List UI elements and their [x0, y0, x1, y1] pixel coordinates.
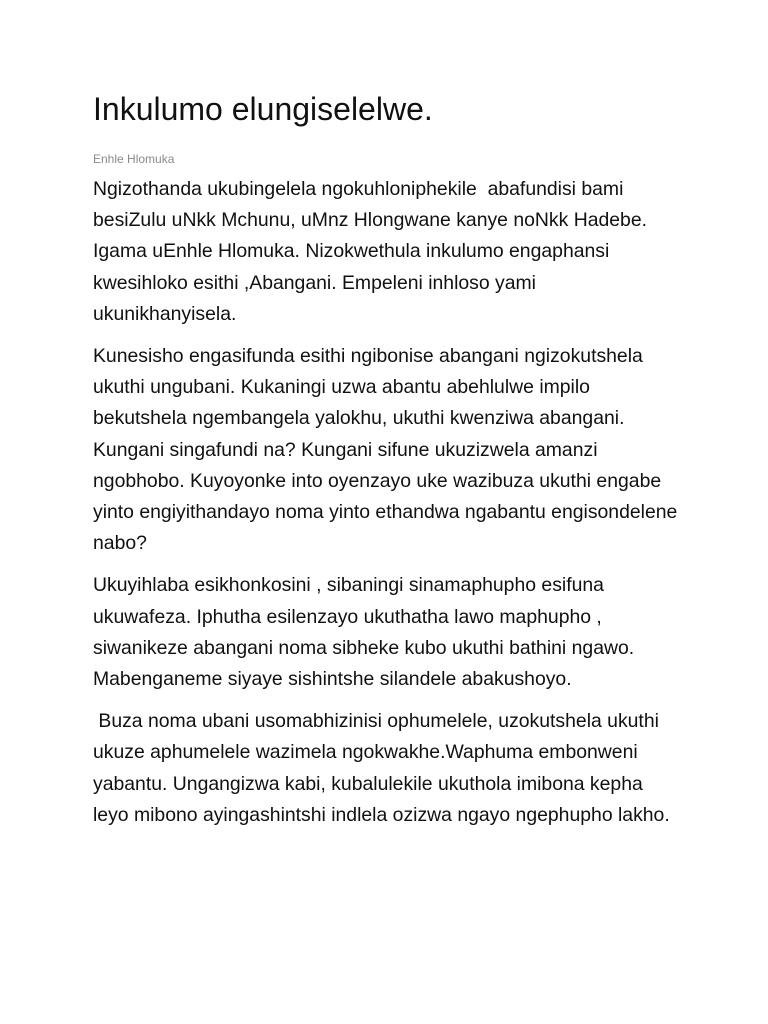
document-page — [93, 88, 683, 842]
paragraph-2: Kunesisho engasifunda esithi ngibonise abangani ngizokutshela ukuthi ungubani. Kukaningi uzwa abantu abehlulwe impilo bekutshela ngembangela yalokhu, ukuthi kwenziwa abangani. Kungani singafundi na? Kungani sifune ukuzizwela amanzi ngobhobo. Kuyoyonke into oyenzayo uke wazibuza ukuthi engabe yinto engiyithandayo noma yinto ethandwa ngabantu engisondelene nabo? — [93, 345, 683, 555]
document-body — [93, 174, 683, 831]
paragraph-3: Ukuyihlaba esikhonkosini , sibaningi sinamaphupho esifuna ukuwafeza. Iphutha esilenzayo ukuthatha lawo maphupho , siwanikeze abangani noma sibheke kubo ukuthi bathini ngawo. Mabenganeme siyaye sishintshe silandele abakushoyo. — [93, 574, 640, 691]
document-author: Enhle Hlomuka — [93, 152, 175, 166]
document-title: Inkulumo elungiselelwe. — [93, 91, 433, 127]
paragraph-1: Ngizothanda ukubingelela ngokuhloniphekile abafundisi bami besiZulu uNkk Mchunu, uMnz Hlongwane kanye noNkk Hadebe. Igama uEnhle Hlomuka. Nizokwethula inkulumo engaphansi kwesihloko esithi ,Abangani. Empeleni inhloso yami ukunikhanyisela. — [93, 178, 653, 325]
paragraph-4: Buza noma ubani usomabhizinisi ophumelele, uzokutshela ukuthi ukuze aphumelele wazimela ngokwakhe.Waphuma embonweni yabantu. Ungangizwa kabi, kubalulekile ukuthola imibona kepha leyo mibono ayingashintshi indlela ozizwa ngayo ngephupho lakho. — [93, 710, 670, 826]
